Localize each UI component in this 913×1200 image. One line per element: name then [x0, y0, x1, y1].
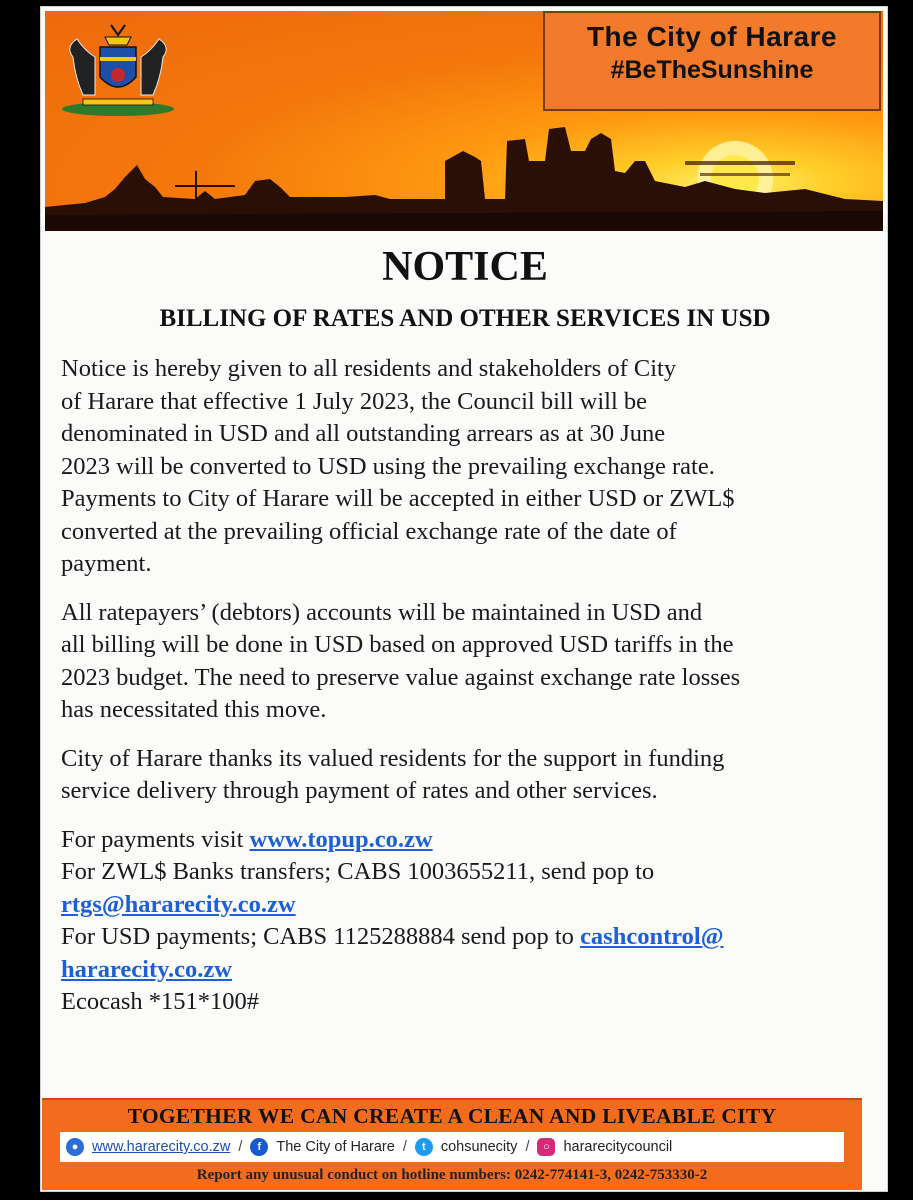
text-line: 2023 will be converted to USD using the prevailing exchange rate. [61, 452, 715, 480]
footer-bar [42, 1098, 862, 1190]
text-line: All ratepayers’ (debtors) accounts will be maintained in USD and [61, 598, 703, 626]
text-line: of Harare that effective 1 July 2023, the Council bill will be [61, 387, 648, 415]
ecocash-line: Ecocash *151*100# [61, 988, 259, 1015]
usd-email-line [61, 954, 871, 987]
zwl-email-line [61, 889, 871, 922]
text-line: City of Harare thanks its valued residents for the support in funding [61, 744, 725, 772]
text-line: has necessitated this move. [61, 696, 327, 723]
paragraph-1 [61, 353, 871, 581]
footer-slogan: TOGETHER WE CAN CREATE A CLEAN AND LIVEABLE CITY [127, 1104, 777, 1128]
globe-icon: ● [66, 1138, 84, 1156]
topup-link[interactable]: www.topup.co.zw [249, 825, 433, 853]
city-title-box [543, 11, 881, 111]
paragraph-3 [61, 743, 871, 808]
separator: / [238, 1139, 243, 1155]
instagram-link[interactable]: hararecitycouncil [563, 1139, 673, 1155]
payments-visit-line [61, 824, 871, 857]
text-line: service delivery through payment of rates and other services. [61, 777, 658, 804]
social-links [60, 1132, 844, 1162]
text-line: converted at the prevailing official exchange rate of the date of [61, 517, 677, 545]
facebook-icon: f [250, 1138, 268, 1156]
notice-body [61, 353, 871, 1035]
notice-page [40, 6, 888, 1192]
text-line: payment. [61, 550, 152, 577]
rtgs-email-link[interactable]: rtgs@hararecity.co.zw [61, 890, 296, 918]
text-line: Payments to City of Harare will be accepted in either USD or ZWL$ [61, 485, 735, 512]
header-banner [45, 11, 883, 231]
twitter-icon: t [415, 1138, 433, 1156]
text-line: Notice is hereby given to all residents and stakeholders of City [61, 355, 677, 382]
website-link[interactable]: www.hararecity.co.zw [92, 1139, 231, 1155]
city-name: The City of Harare [586, 21, 838, 52]
text-line: 2023 budget. The need to preserve value against exchange rate losses [61, 663, 741, 691]
text-line: denominated in USD and all outstanding arrears as at 30 June [61, 420, 666, 447]
hashtag: #BeTheSunshine [610, 56, 814, 84]
hotline-text: Report any unusual conduct on hotline numbers: 0242-774141-3, 0242-753330-2 [196, 1167, 708, 1183]
paragraph-2 [61, 597, 871, 727]
separator: / [525, 1139, 530, 1155]
notice-title: NOTICE [382, 244, 548, 290]
payments-visit-label: For payments visit [61, 825, 250, 853]
city-coat-of-arms-logo [55, 17, 181, 117]
usd-transfer-line [61, 921, 871, 954]
notice-subtitle: BILLING OF RATES AND OTHER SERVICES IN USD [159, 305, 771, 332]
zwl-transfer-line: For ZWL$ Banks transfers; CABS 1003655211, send pop to [61, 858, 655, 885]
twitter-link[interactable]: cohsunecity [440, 1139, 518, 1155]
cashcontrol-email-link-domain[interactable]: hararecity.co.zw [61, 955, 232, 983]
usd-transfer-label: For USD payments; CABS 1125288884 send pop to [61, 923, 581, 950]
facebook-link[interactable]: The City of Harare [276, 1139, 395, 1155]
text-line: all billing will be done in USD based on approved USD tariffs in the [61, 631, 734, 658]
instagram-icon: ○ [537, 1138, 555, 1156]
payment-details [61, 824, 871, 1019]
separator: / [402, 1139, 407, 1155]
cashcontrol-email-link[interactable]: cashcontrol@ [580, 923, 724, 950]
